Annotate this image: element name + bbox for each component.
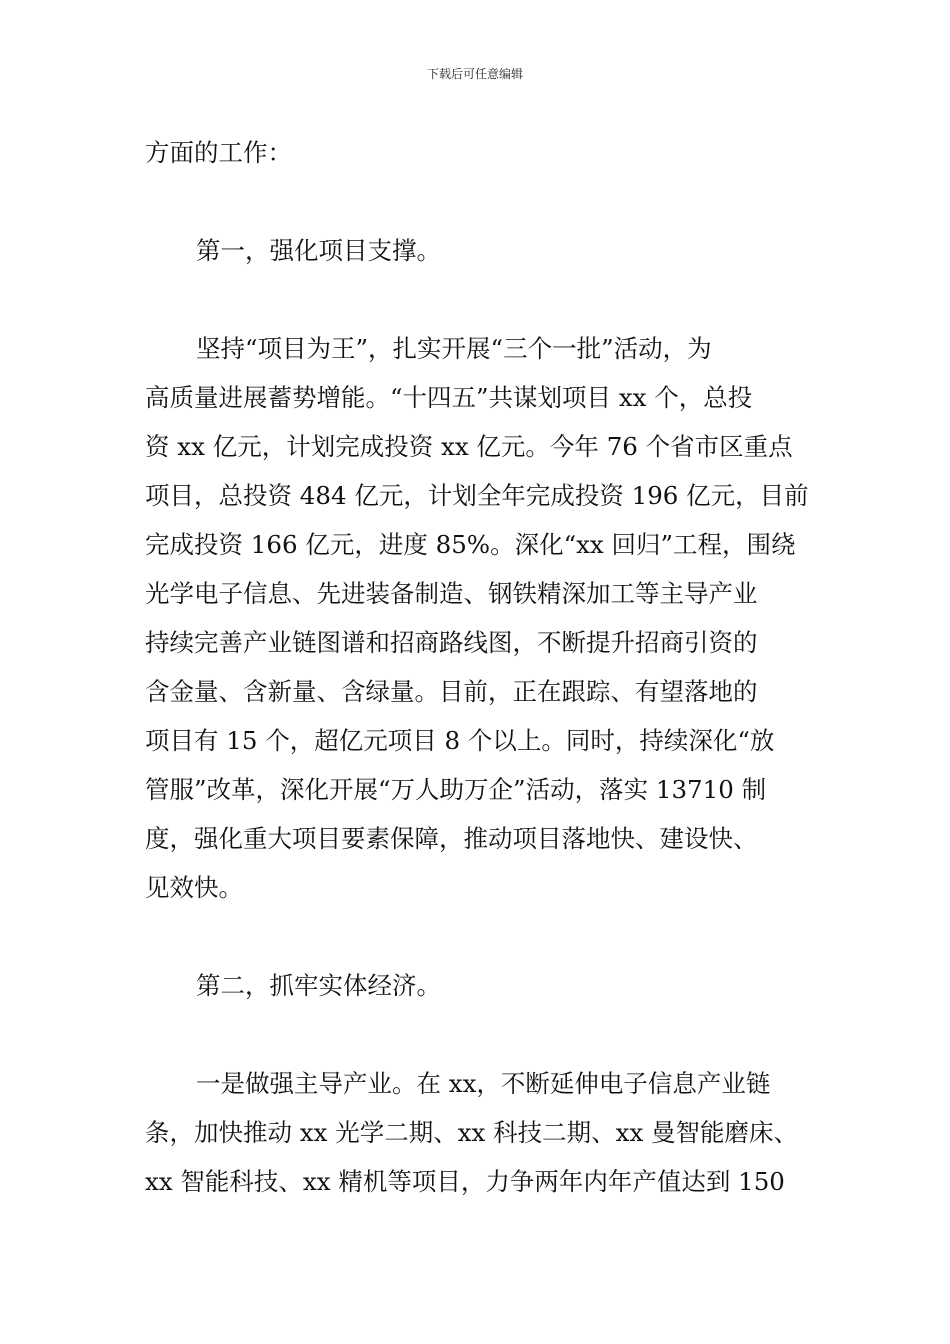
paragraph-line: 条，加快推动 xx 光学二期、xx 科技二期、xx 曼智能磨床、	[145, 1118, 799, 1147]
paragraph-line: 项目有 15 个，超亿元项目 8 个以上。同时，持续深化“放	[145, 726, 775, 755]
intro-line: 方面的工作：	[145, 138, 292, 167]
paragraph-line: 资 xx 亿元，计划完成投资 xx 亿元。今年 76 个省市区重点	[145, 432, 793, 461]
document-body	[145, 128, 810, 1206]
paragraph-line: xx 智能科技、xx 精机等项目，力争两年内年产值达到 150	[145, 1167, 785, 1196]
paragraph-line: 一是做强主导产业。在 xx，不断延伸电子信息产业链	[196, 1069, 771, 1098]
paragraph-2	[145, 1059, 810, 1206]
paragraph-line: 度，强化重大项目要素保障，推动项目落地快、建设快、	[145, 824, 758, 853]
paragraph-line: 见效快。	[145, 873, 243, 902]
paragraph-line: 管服”改革，深化开展“万人助万企”活动，落实 13710 制	[145, 775, 767, 804]
page-header-note: 下载后可任意编辑	[426, 67, 523, 81]
paragraph-line: 持续完善产业链图谱和招商路线图，不断提升招商引资的	[145, 628, 758, 657]
paragraph-line: 含金量、含新量、含绿量。目前，正在跟踪、有望落地的	[145, 677, 758, 706]
paragraph-line: 坚持“项目为王”，扎实开展“三个一批”活动，为	[196, 334, 712, 363]
paragraph-line: 完成投资 166 亿元，进度 85%。深化“xx 回归”工程，围绕	[145, 530, 796, 559]
paragraph-line: 项目，总投资 484 亿元，计划全年完成投资 196 亿元，目前	[145, 481, 809, 510]
section-heading-2: 第二，抓牢实体经济。	[196, 971, 441, 1000]
paragraph-line: 高质量进展蓄势增能。“十四五”共谋划项目 xx 个，总投	[145, 383, 753, 412]
paragraph-line: 光学电子信息、先进装备制造、钢铁精深加工等主导产业	[145, 579, 758, 608]
paragraph-1	[145, 324, 810, 912]
section-heading-1: 第一，强化项目支撑。	[196, 236, 441, 265]
